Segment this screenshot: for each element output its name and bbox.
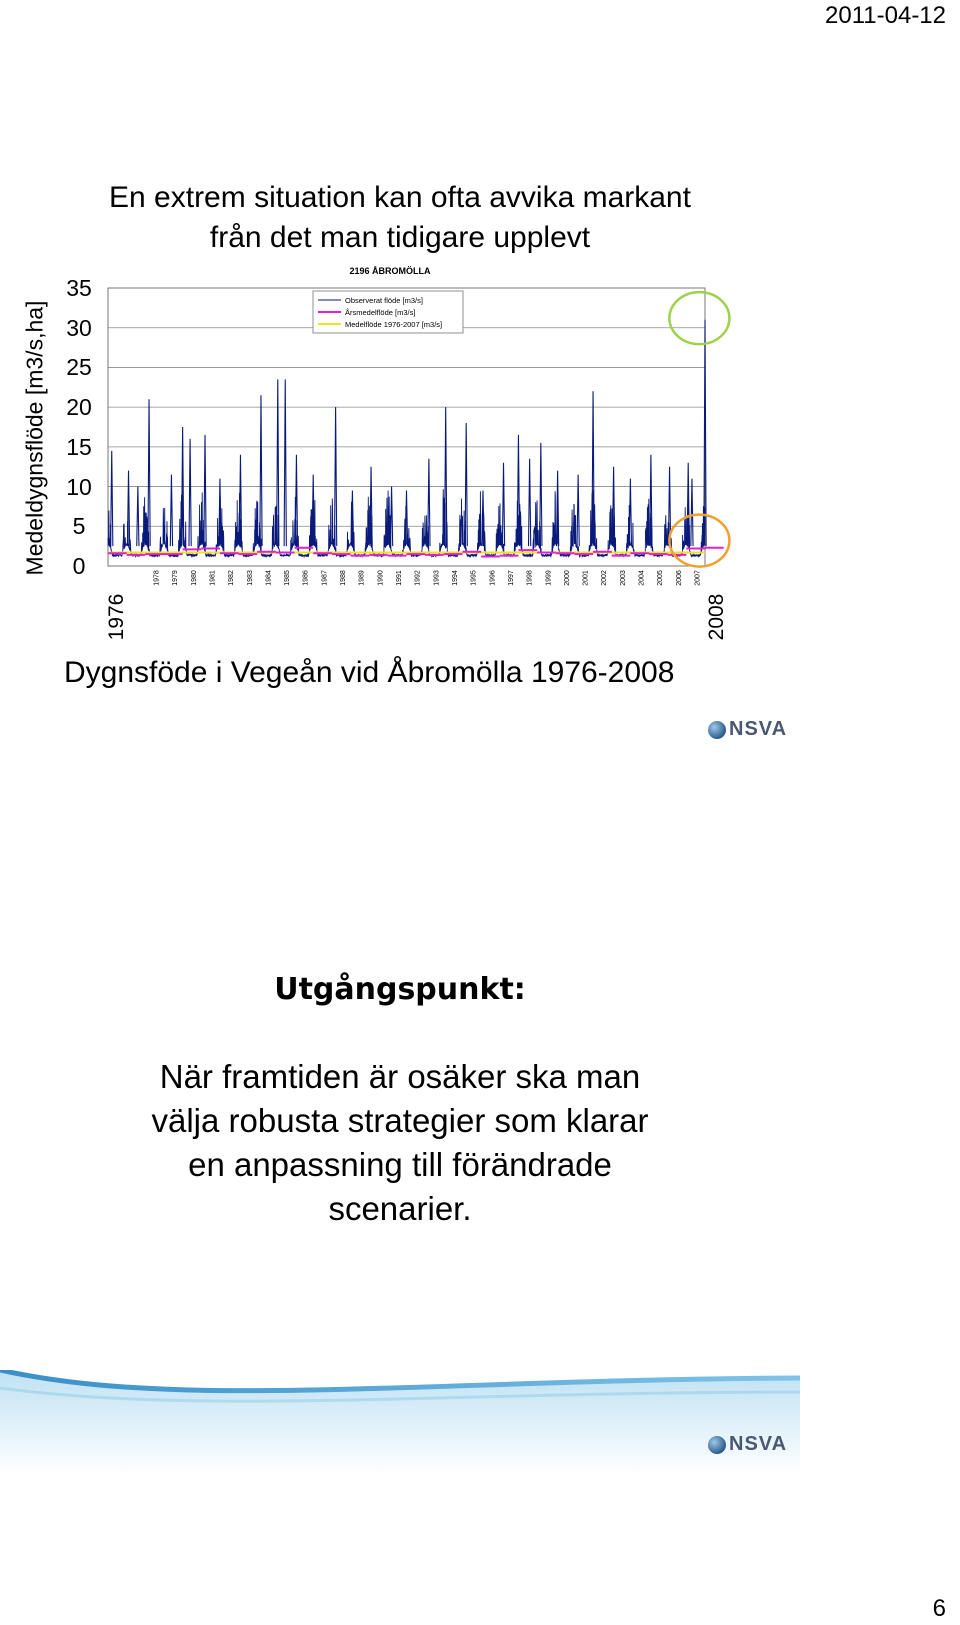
legend-label: Årsmedelflöde [m3/s] [345,308,416,317]
slide-title-line1: En extrem situation kan ofta avvika markant [109,181,691,214]
body-line3: en anpassning till förändrade [188,1146,612,1183]
x-tick-label: 1990 [377,570,385,586]
x-tick-label: 1995 [470,570,478,586]
x-tick-label: 1979 [172,570,180,586]
x-tick-label: 1984 [265,570,273,586]
observed-peak [529,459,531,546]
x-tick-label: 1986 [302,570,310,586]
x-tick-label: 1994 [451,570,459,586]
globe-icon [708,721,726,739]
mean-highlight-circle [669,515,729,567]
y-tick-label: 0 [72,553,86,579]
legend-label: Observerat flöde [m3/s] [345,296,423,305]
nsva-logo-footer [708,1433,787,1456]
x-axis-start-label: 1976 [105,593,128,641]
x-tick-label: 1996 [489,570,497,586]
legend-label: Medelflöde 1976-2007 [m3/s] [345,320,443,329]
y-tick-label: 10 [66,473,92,500]
x-tick-label: 1981 [209,570,217,586]
x-tick-label: 1987 [321,570,329,586]
x-tick-label: 1998 [526,570,534,586]
observed-peak [334,407,336,546]
x-tick-label: 1993 [433,570,441,586]
y-axis-title: Medeldygnsflöde [m3/s,ha] [21,300,48,576]
chart-caption: Dygnsföde i Vegeån vid Åbromölla 1976-2008 [64,656,675,689]
x-tick-label: 1980 [190,570,198,586]
body-text [110,1055,690,1231]
body-line1: När framtiden är osäker ska man [159,1058,641,1095]
x-tick-label: 1983 [246,570,254,586]
observed-peak [148,399,150,546]
page-number: 6 [932,1595,946,1622]
peak-highlight-circle [669,292,729,344]
observed-peak [465,423,467,546]
x-tick-label: 1978 [153,570,161,586]
observed-peak [390,487,392,547]
x-axis-end-label: 2008 [705,593,728,641]
x-tick-label: 1985 [284,570,292,586]
x-tick-label: 1991 [396,570,404,586]
logo-text-footer: NSVA [729,1433,788,1455]
observed-peak [284,379,286,546]
x-tick-label: 1992 [414,570,422,586]
date-label: 2011-04-12 [825,2,946,29]
y-tick-label: 35 [66,275,92,301]
globe-icon [708,1436,726,1454]
x-tick-label: 1999 [545,570,553,586]
x-tick-label: 1989 [358,570,366,586]
observed-peak [691,479,693,547]
slide-title-line2: från det man tidigare upplevt [209,221,591,254]
decorative-wave [0,1370,800,1475]
body-line2: välja robusta strategier som klarar [151,1102,649,1139]
x-tick-label: 2003 [619,570,627,586]
y-tick-label: 5 [72,513,86,540]
logo-text: NSVA [729,718,788,740]
body-line4: scenarier. [328,1190,472,1227]
observed-peak [502,463,504,546]
y-tick-label: 30 [66,314,92,341]
chart-title: 2196 ÅBROMÖLLA [349,266,431,276]
x-tick-label: 2002 [601,570,609,586]
observed-peak [111,451,113,546]
x-tick-label: 2004 [638,570,646,586]
y-tick-label: 25 [66,354,92,381]
observed-peak [137,487,139,547]
flow-chart [100,266,740,636]
nsva-logo [708,718,787,741]
observed-peak [577,475,579,546]
slide-title [60,178,740,258]
x-tick-label: 2001 [582,570,590,586]
x-tick-label: 1982 [228,570,236,586]
x-tick-label: 2007 [694,570,702,586]
x-tick-label: 2006 [675,570,683,586]
x-tick-label: 1988 [340,570,348,586]
observed-peak [170,475,172,546]
section-heading: Utgångspunkt: [274,972,526,1007]
y-tick-label: 20 [66,394,92,421]
observed-peak [189,439,191,546]
x-tick-label: 2005 [657,570,665,586]
observed-peak [260,395,262,546]
observed-peak [629,479,631,547]
x-tick-label: 2000 [563,570,571,586]
y-tick-label: 15 [66,433,92,460]
x-tick-label: 1997 [507,570,515,586]
observed-peak [204,435,206,546]
